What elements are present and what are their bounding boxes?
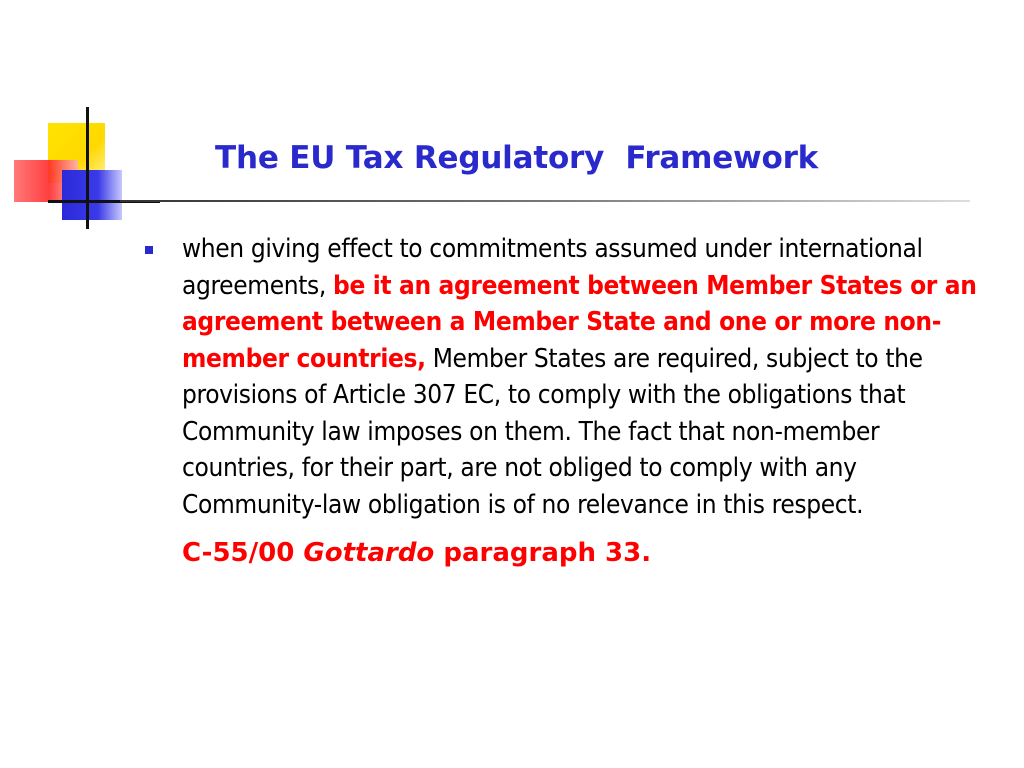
square-bullet-icon (145, 246, 153, 254)
logo-vertical-line (86, 107, 89, 229)
title-divider (120, 200, 970, 202)
decorative-logo (0, 0, 160, 240)
bullet-text-after: Member States are required, subject to the provisions of Article 307 EC, to comply with the obligations that Community law imposes on them. The fact that non-member countries, for their part, are not obliged to comply with any Community-law obligation is of no relevance in this respect. (182, 343, 923, 520)
bullet-item (145, 231, 995, 523)
bullet-paragraph (182, 231, 997, 523)
case-reference: paragraph 33. (443, 538, 652, 568)
case-number: C-55/00 (182, 538, 295, 568)
bullet-highlight: be it an agreement between Member States or an agreement between a Member State and one or more non-member countries, (182, 270, 977, 374)
blue-square (62, 170, 122, 220)
case-name: Gottardo (303, 538, 435, 568)
slide-body (145, 231, 995, 571)
slide-title: The EU Tax Regulatory Framework (215, 140, 819, 176)
case-citation (182, 535, 995, 571)
bullet-text-before: when giving effect to commitments assumed under international agreements, (182, 234, 923, 301)
